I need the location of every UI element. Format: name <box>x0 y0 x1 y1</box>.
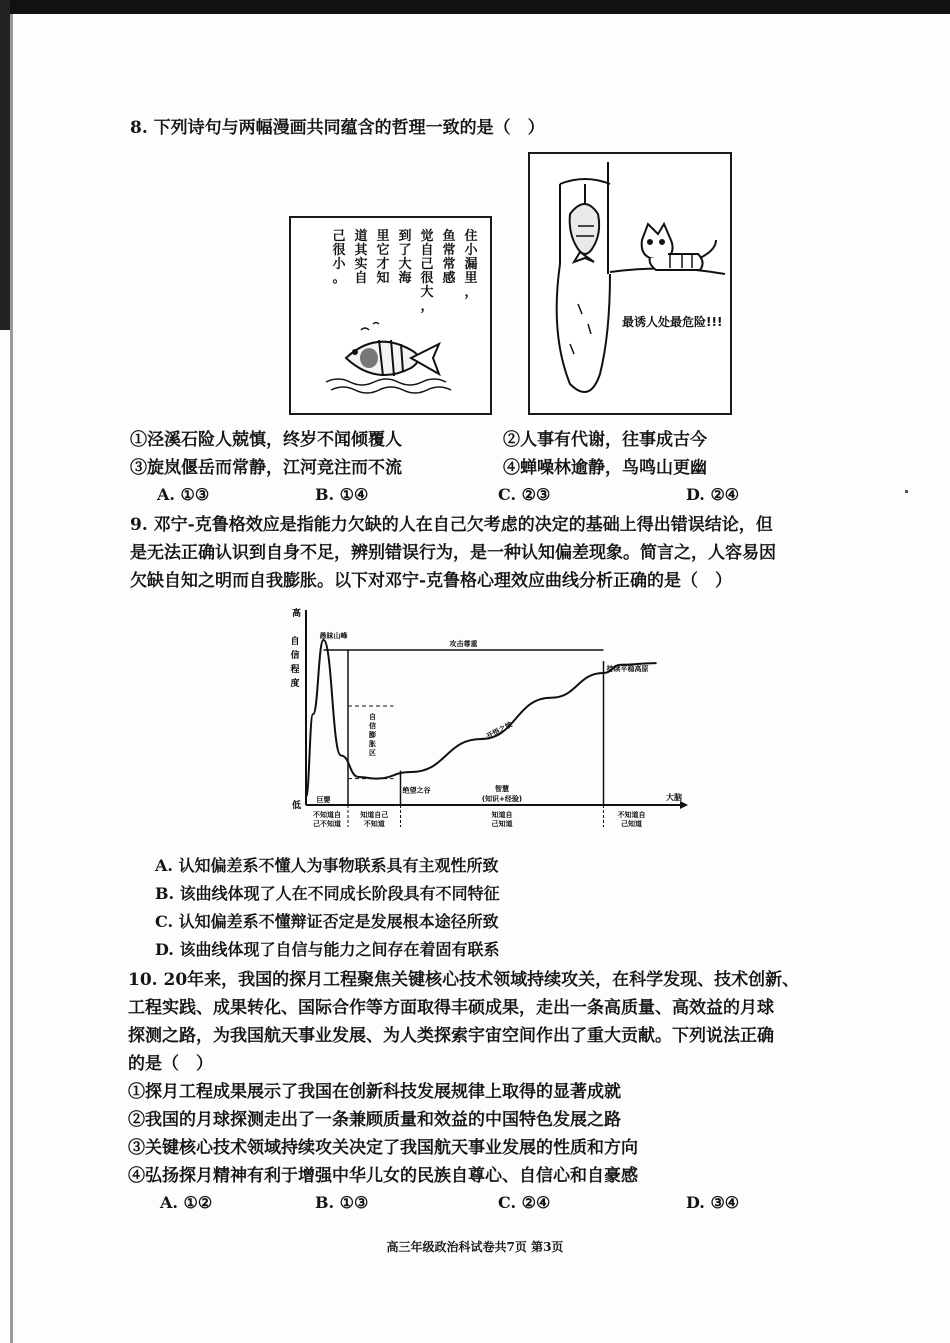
slope-label: 开悟之坡 <box>485 720 514 741</box>
q8-item-1: ①泾溪石险人兢慎，终岁不闻倾覆人 <box>130 430 402 450</box>
curve-point <box>480 738 482 740</box>
q9-option-d[interactable]: D. 该曲线体现了自信与能力之间存在着固有联系 <box>155 940 500 959</box>
q8-stem: 8. 下列诗句与两幅漫画共同蕴含的哲理一致的是（ ） <box>130 118 545 138</box>
stage-label: 不知道自己不知道 <box>313 811 341 828</box>
fish-illustration <box>326 323 451 394</box>
comic-left-text-column: 里它才知 <box>376 229 390 286</box>
y-low-label: 低 <box>292 801 302 811</box>
stage3-sub-label: (知识+经验) <box>481 795 523 803</box>
q8-option-d[interactable]: D. ②④ <box>686 485 740 504</box>
scan-speck <box>905 490 908 493</box>
x-end-label: 大脑 <box>666 793 682 802</box>
q8-item-3: ③旋岚偃岳而常静，江河竞注而不流 <box>130 458 402 478</box>
comic-left-drawing <box>291 218 490 413</box>
q10-option-b[interactable]: B. ①③ <box>315 1193 369 1212</box>
q10-item-4: ④弘扬探月精神有利于增强中华儿女的民族自尊心、自信心和自豪感 <box>128 1166 638 1186</box>
curve-point <box>375 778 377 780</box>
comic-right <box>528 152 732 415</box>
stage-label: 知道自己知道 <box>491 811 513 828</box>
q10-item-3: ③关键核心技术领域持续攻关决定了我国航天事业发展的性质和方向 <box>128 1138 638 1158</box>
q10-stem-line-2: 工程实践、成果转化、国际合作等方面取得丰硕成果，走出一条高质量、高效益的月球 <box>128 998 774 1018</box>
curve-point <box>312 713 314 715</box>
scan-edge-left <box>10 14 13 1343</box>
stage-label: 不知道自己知道 <box>617 811 646 828</box>
curve-point <box>655 662 657 664</box>
comic-left-text-column: 到了大海 <box>398 229 412 286</box>
q8-option-a[interactable]: A. ①③ <box>157 485 210 504</box>
curve-point <box>305 796 307 798</box>
stage1-region-label: 巨婴 <box>316 796 331 804</box>
q10-option-a[interactable]: A. ①② <box>160 1193 213 1212</box>
curve-point <box>340 755 342 757</box>
q10-stem-line-4: 的是（ ） <box>128 1054 213 1074</box>
q10-stem-line-1: 10. 20年来，我国的探月工程聚焦关键核心技术领域持续攻关，在科学发现、技术创新、 <box>128 970 800 990</box>
comic-right-caption: 最诱人处最危险!!! <box>622 315 723 329</box>
q9-stem-line-2: 是无法正确认识到自身不足，辨别错误行为，是一种认知偏差现象。简言之，人容易因 <box>130 543 776 563</box>
x-axis-arrow <box>680 801 688 809</box>
curve-point <box>603 672 605 674</box>
q10-stem-line-3: 探测之路，为我国航天事业发展、为人类探索宇宙空间作出了重大贡献。下列说法正确 <box>128 1026 774 1046</box>
comic-left-text-column: 住小漏里， <box>464 229 478 300</box>
q8-option-c[interactable]: C. ②③ <box>498 485 551 504</box>
q9-option-b[interactable]: B. 该曲线体现了人在不同成长阶段具有不同特征 <box>155 884 500 903</box>
q9-option-a[interactable]: A. 认知偏差系不懂人为事物联系具有主观性所致 <box>155 856 499 875</box>
cat-illustration <box>642 224 716 270</box>
gap-label: 自信膨胀区 <box>369 713 376 758</box>
stage3-region-label: 智慧 <box>495 785 509 793</box>
comic-left-text-column: 鱼常常感 <box>442 229 456 286</box>
y-axis-label: 自信程度 <box>290 637 300 689</box>
q10-item-2: ②我国的月球探测走出了一条兼顾质量和效益的中国特色发展之路 <box>128 1110 621 1130</box>
q9-option-c[interactable]: C. 认知偏差系不懂辩证否定是发展根本途径所致 <box>155 912 499 931</box>
top-band-label: 攻击尊重 <box>449 640 478 648</box>
comic-left-text-column: 道其实自 <box>354 229 368 286</box>
dunning-kruger-chart <box>280 600 700 845</box>
q10-option-c[interactable]: C. ②④ <box>498 1193 551 1212</box>
q10-item-1: ①探月工程成果展示了我国在创新科技发展规律上取得的显著成就 <box>128 1082 621 1102</box>
scan-border-top <box>0 0 950 14</box>
q9-stem-line-1: 9. 邓宁-克鲁格效应是指能力欠缺的人在自己欠考虑的决定的基础上得出错误结论，但 <box>130 515 773 535</box>
scan-border-left <box>0 0 10 330</box>
q10-option-d[interactable]: D. ③④ <box>686 1193 740 1212</box>
curve-point <box>410 771 412 773</box>
y-high-label: 高 <box>292 609 302 619</box>
q8-item-2: ②人事有代谢，往事成古今 <box>503 430 707 450</box>
plateau-label: 持续平稳高原 <box>606 665 649 673</box>
curve-point <box>358 776 360 778</box>
q8-item-4: ④蝉噪林逾静，鸟鸣山更幽 <box>503 458 707 478</box>
q9-stem-line-3: 欠缺自知之明而自我膨胀。以下对邓宁-克鲁格心理效应曲线分析正确的是（ ） <box>130 571 733 591</box>
valley-label: 绝望之谷 <box>402 786 431 795</box>
stage-label: 知道自己不知道 <box>360 811 389 828</box>
comic-left <box>289 216 492 415</box>
page-footer: 高三年级政治科试卷共7页 第3页 <box>386 1240 564 1254</box>
curve-point <box>550 697 552 699</box>
comic-left-text-column: 觉自己很大， <box>420 229 434 314</box>
peak-label: 愚昧山峰 <box>319 632 348 640</box>
comic-left-text-column: 己很小。 <box>332 229 346 286</box>
q8-option-b[interactable]: B. ①④ <box>315 485 369 504</box>
comic-right-drawing <box>530 154 730 413</box>
